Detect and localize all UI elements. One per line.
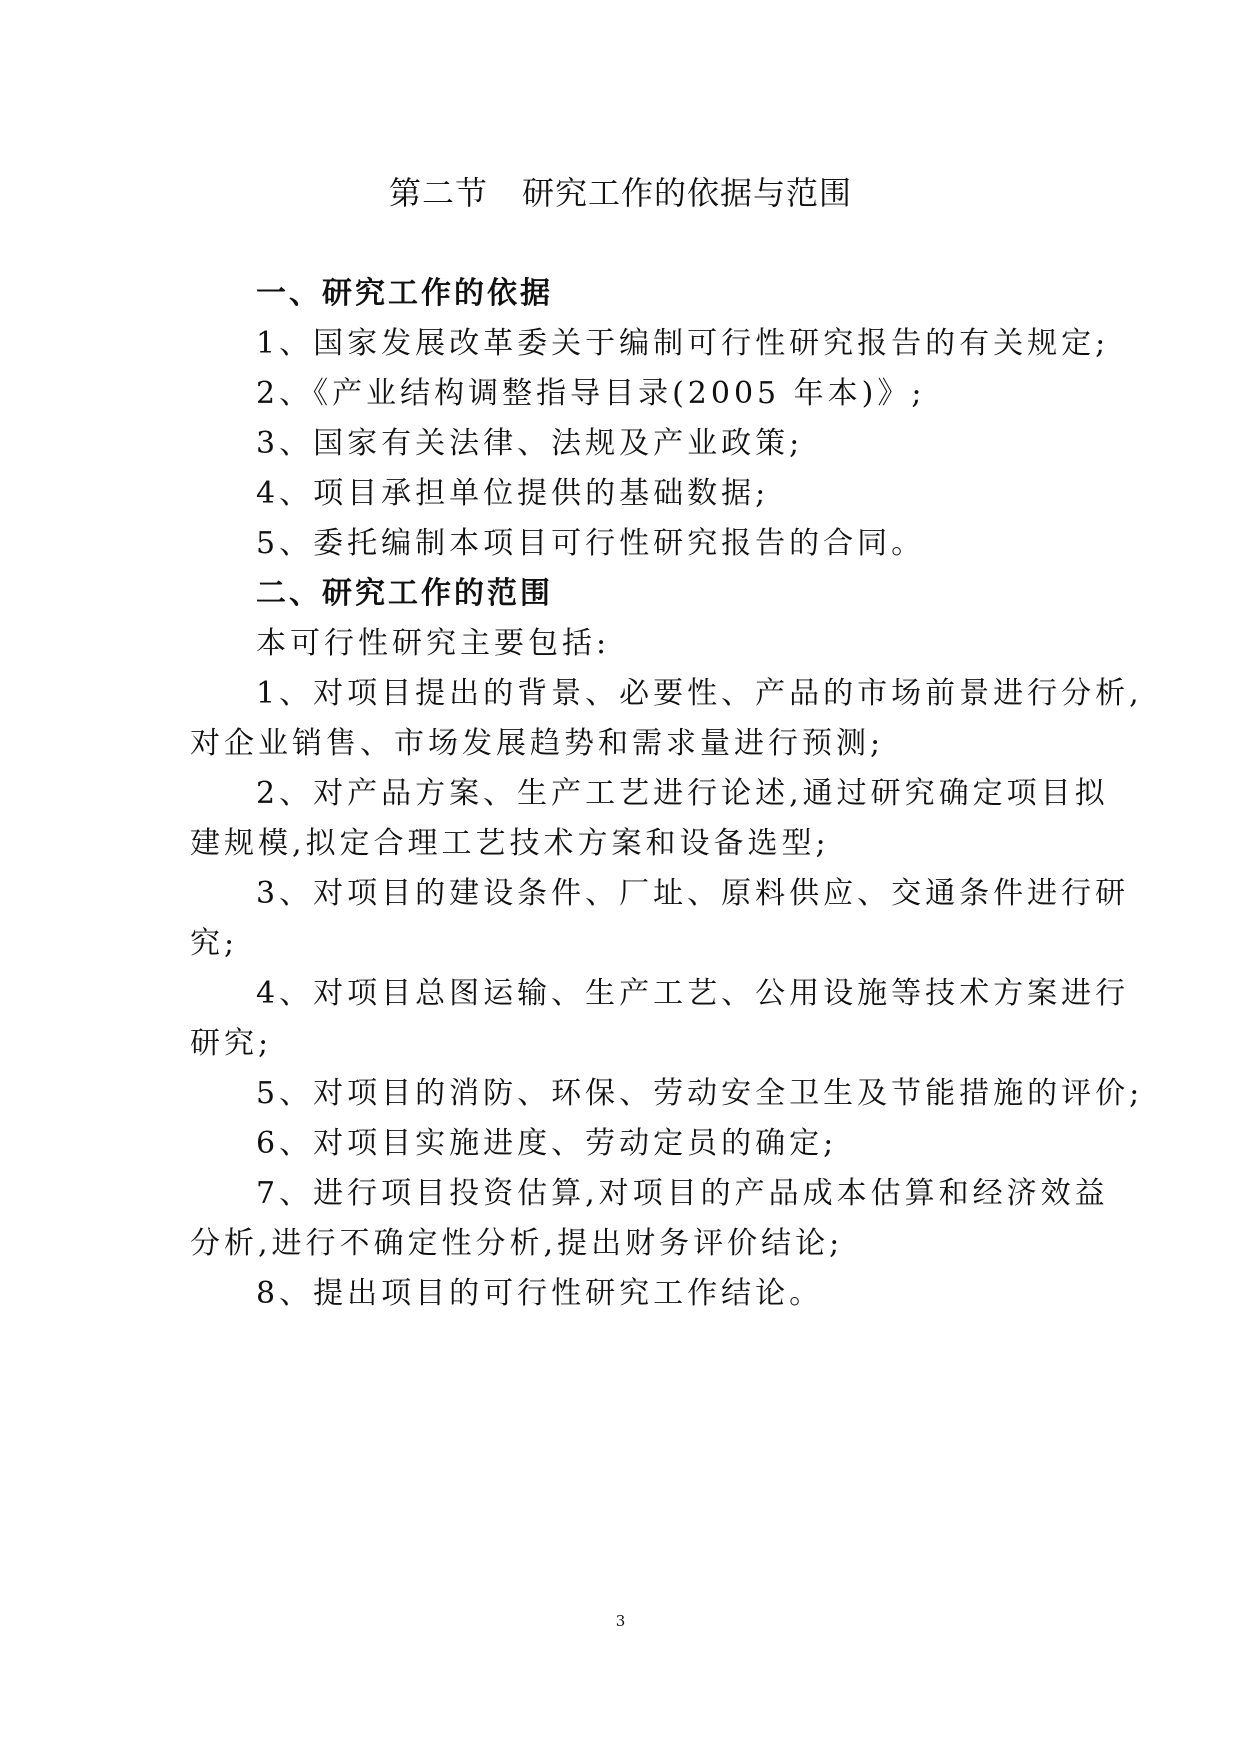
- scope-item-7-line-2: 分析,进行不确定性分析,提出财务评价结论;: [190, 1226, 844, 1261]
- scope-item-5: 5、对项目的消防、环保、劳动安全卫生及节能措施的评价;: [256, 1076, 1144, 1111]
- basis-item-4: 4、项目承担单位提供的基础数据;: [256, 476, 770, 511]
- scope-item-8: 8、提出项目的可行性研究工作结论。: [256, 1276, 824, 1311]
- basis-item-5: 5、委托编制本项目可行性研究报告的合同。: [256, 526, 926, 561]
- scope-item-2-line-1: 2、对产品方案、生产工艺进行论述,通过研究确定项目拟: [256, 776, 1109, 811]
- heading-scope: 二、研究工作的范围: [256, 576, 553, 611]
- scope-item-2-line-2: 建规模,拟定合理工艺技术方案和设备选型;: [190, 826, 830, 861]
- scope-item-4-line-1: 4、对项目总图运输、生产工艺、公用设施等技术方案进行: [256, 976, 1130, 1011]
- section-title-text: 研究工作的依据与范围: [522, 174, 853, 212]
- scope-item-3-line-2: 究;: [190, 926, 239, 961]
- scope-item-1-line-1: 1、对项目提出的背景、必要性、产品的市场前景进行分析,: [256, 676, 1143, 711]
- scope-item-6: 6、对项目实施进度、劳动定员的确定;: [256, 1126, 838, 1161]
- scope-item-4-line-2: 研究;: [190, 1026, 273, 1061]
- scope-item-3-line-1: 3、对项目的建设条件、厂址、原料供应、交通条件进行研: [256, 876, 1130, 911]
- scope-item-7-line-1: 7、进行项目投资估算,对项目的产品成本估算和经济效益: [256, 1176, 1109, 1211]
- basis-item-1: 1、国家发展改革委关于编制可行性研究报告的有关规定;: [256, 326, 1110, 361]
- basis-item-3: 3、国家有关法律、法规及产业政策;: [256, 426, 804, 461]
- page-number: 3: [615, 1612, 626, 1630]
- section-title-number: 第二节: [388, 174, 488, 212]
- scope-item-1-line-2: 对企业销售、市场发展趋势和需求量进行预测;: [190, 726, 885, 761]
- scope-intro: 本可行性研究主要包括:: [256, 626, 611, 661]
- basis-item-2: 2、《产业结构调整指导目录(2005 年本)》;: [256, 376, 926, 411]
- section-title: [0, 168, 1241, 214]
- heading-basis: 一、研究工作的依据: [256, 276, 553, 311]
